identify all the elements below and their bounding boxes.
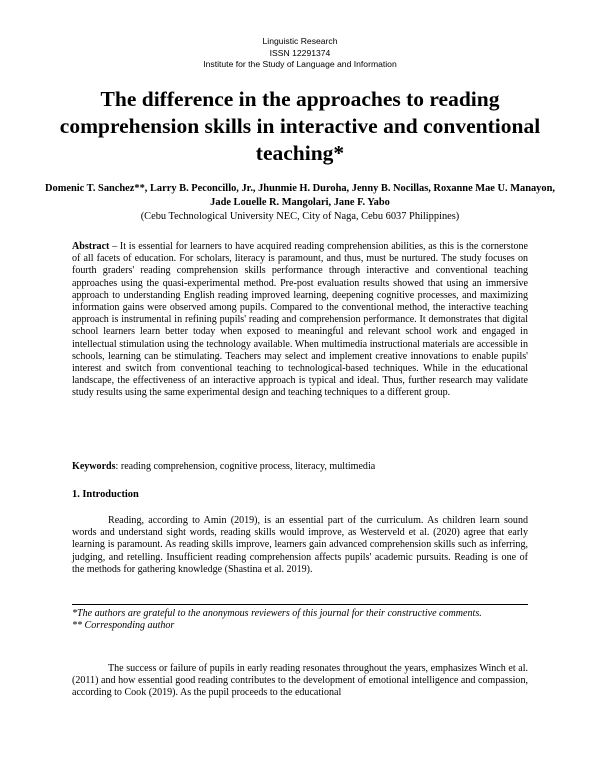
abstract-label: Abstract (72, 241, 110, 252)
journal-name: Linguistic Research (262, 36, 338, 46)
journal-issn: ISSN 12291374 (269, 47, 331, 58)
journal-institute: Institute for the Study of Language and Information (203, 59, 397, 70)
author-list: Domenic T. Sanchez**, Larry B. Peconcillo, Jr., Jhunmie H. Duroha, Jenny B. Nocillas, Roxanne Mae U. Manayon, Jade Louelle R. Mangolari, Jane F. Yabo (45, 183, 555, 208)
introduction-paragraph-1: Reading, according to Amin (2019), is an essential part of the curriculum. As children learn sound words and understand sight words, reading skills would improve, as Westerveld et al. (2020) agree that early learning is paramount. As reading skills improve, learners gain advanced comprehension skills such as inferring, judging, and retelling. Insufficient reading comprehension affects pupils' academic pursuits. Reading is one of the methods for gathering knowledge (Shastina et al. 2019). (72, 515, 528, 575)
footnotes (72, 608, 528, 633)
keywords-text: : reading comprehension, cognitive process, literacy, multimedia (115, 461, 376, 472)
keywords (72, 461, 528, 473)
abstract (72, 241, 528, 400)
paper-title: The difference in the approaches to reading comprehension skills in interactive and conventional teaching* (59, 87, 541, 165)
keywords-label: Keywords (72, 461, 116, 472)
footnote-divider (72, 604, 528, 605)
abstract-text: – It is essential for learners to have acquired reading comprehension abilities, as this is the cornerstone of all facets of education. For scholars, literacy is paramount, and thus, must be nurtured. The study focuses on fourth graders' reading comprehension skills performance through interactive and conventional teaching approaches using the quasi-experimental method. Pre-post evaluation results showed that using an immersive approach to understanding English reading improved learning, deepening cognitive processes, and maximizing information gains were observed among pupils. Compared to the conventional method, the interactive teaching approach is instrumental in refining pupils' reading and comprehension performance. It demonstrates that digital school learners learn better today when exposed to meaningful and relevant school work and engaged in intellectual stimulation using the technology available. When multimedia instructional materials are accessible in schools, learning can be stimulating. Teachers may select and implement creative innovations to enable pupils' interest and switch from conventional teaching to technological-based techniques. While in the educational landscape, the effectiveness of an interactive approach is typical and ideal. Thus, further research may validate study results using the same experimental design and teaching techniques to a different group. (72, 241, 528, 399)
footnote-corresponding-author: ** Corresponding author (72, 620, 175, 632)
journal-header (0, 36, 600, 71)
author-affiliation: (Cebu Technological University NEC, City of Naga, Cebu 6037 Philippines) (140, 211, 460, 222)
introduction-paragraph-2: The success or failure of pupils in early reading resonates throughout the years, emphasizes Winch et al. (2011) and how essential good reading contributes to the development of emotional intelligence and compassion, according to Cook (2019). As the pupil proceeds to the educational (72, 663, 528, 699)
section-heading-introduction: 1. Introduction (72, 489, 139, 500)
footnote-acknowledgement: *The authors are grateful to the anonymous reviewers of this journal for their constructive comments. (72, 608, 482, 619)
